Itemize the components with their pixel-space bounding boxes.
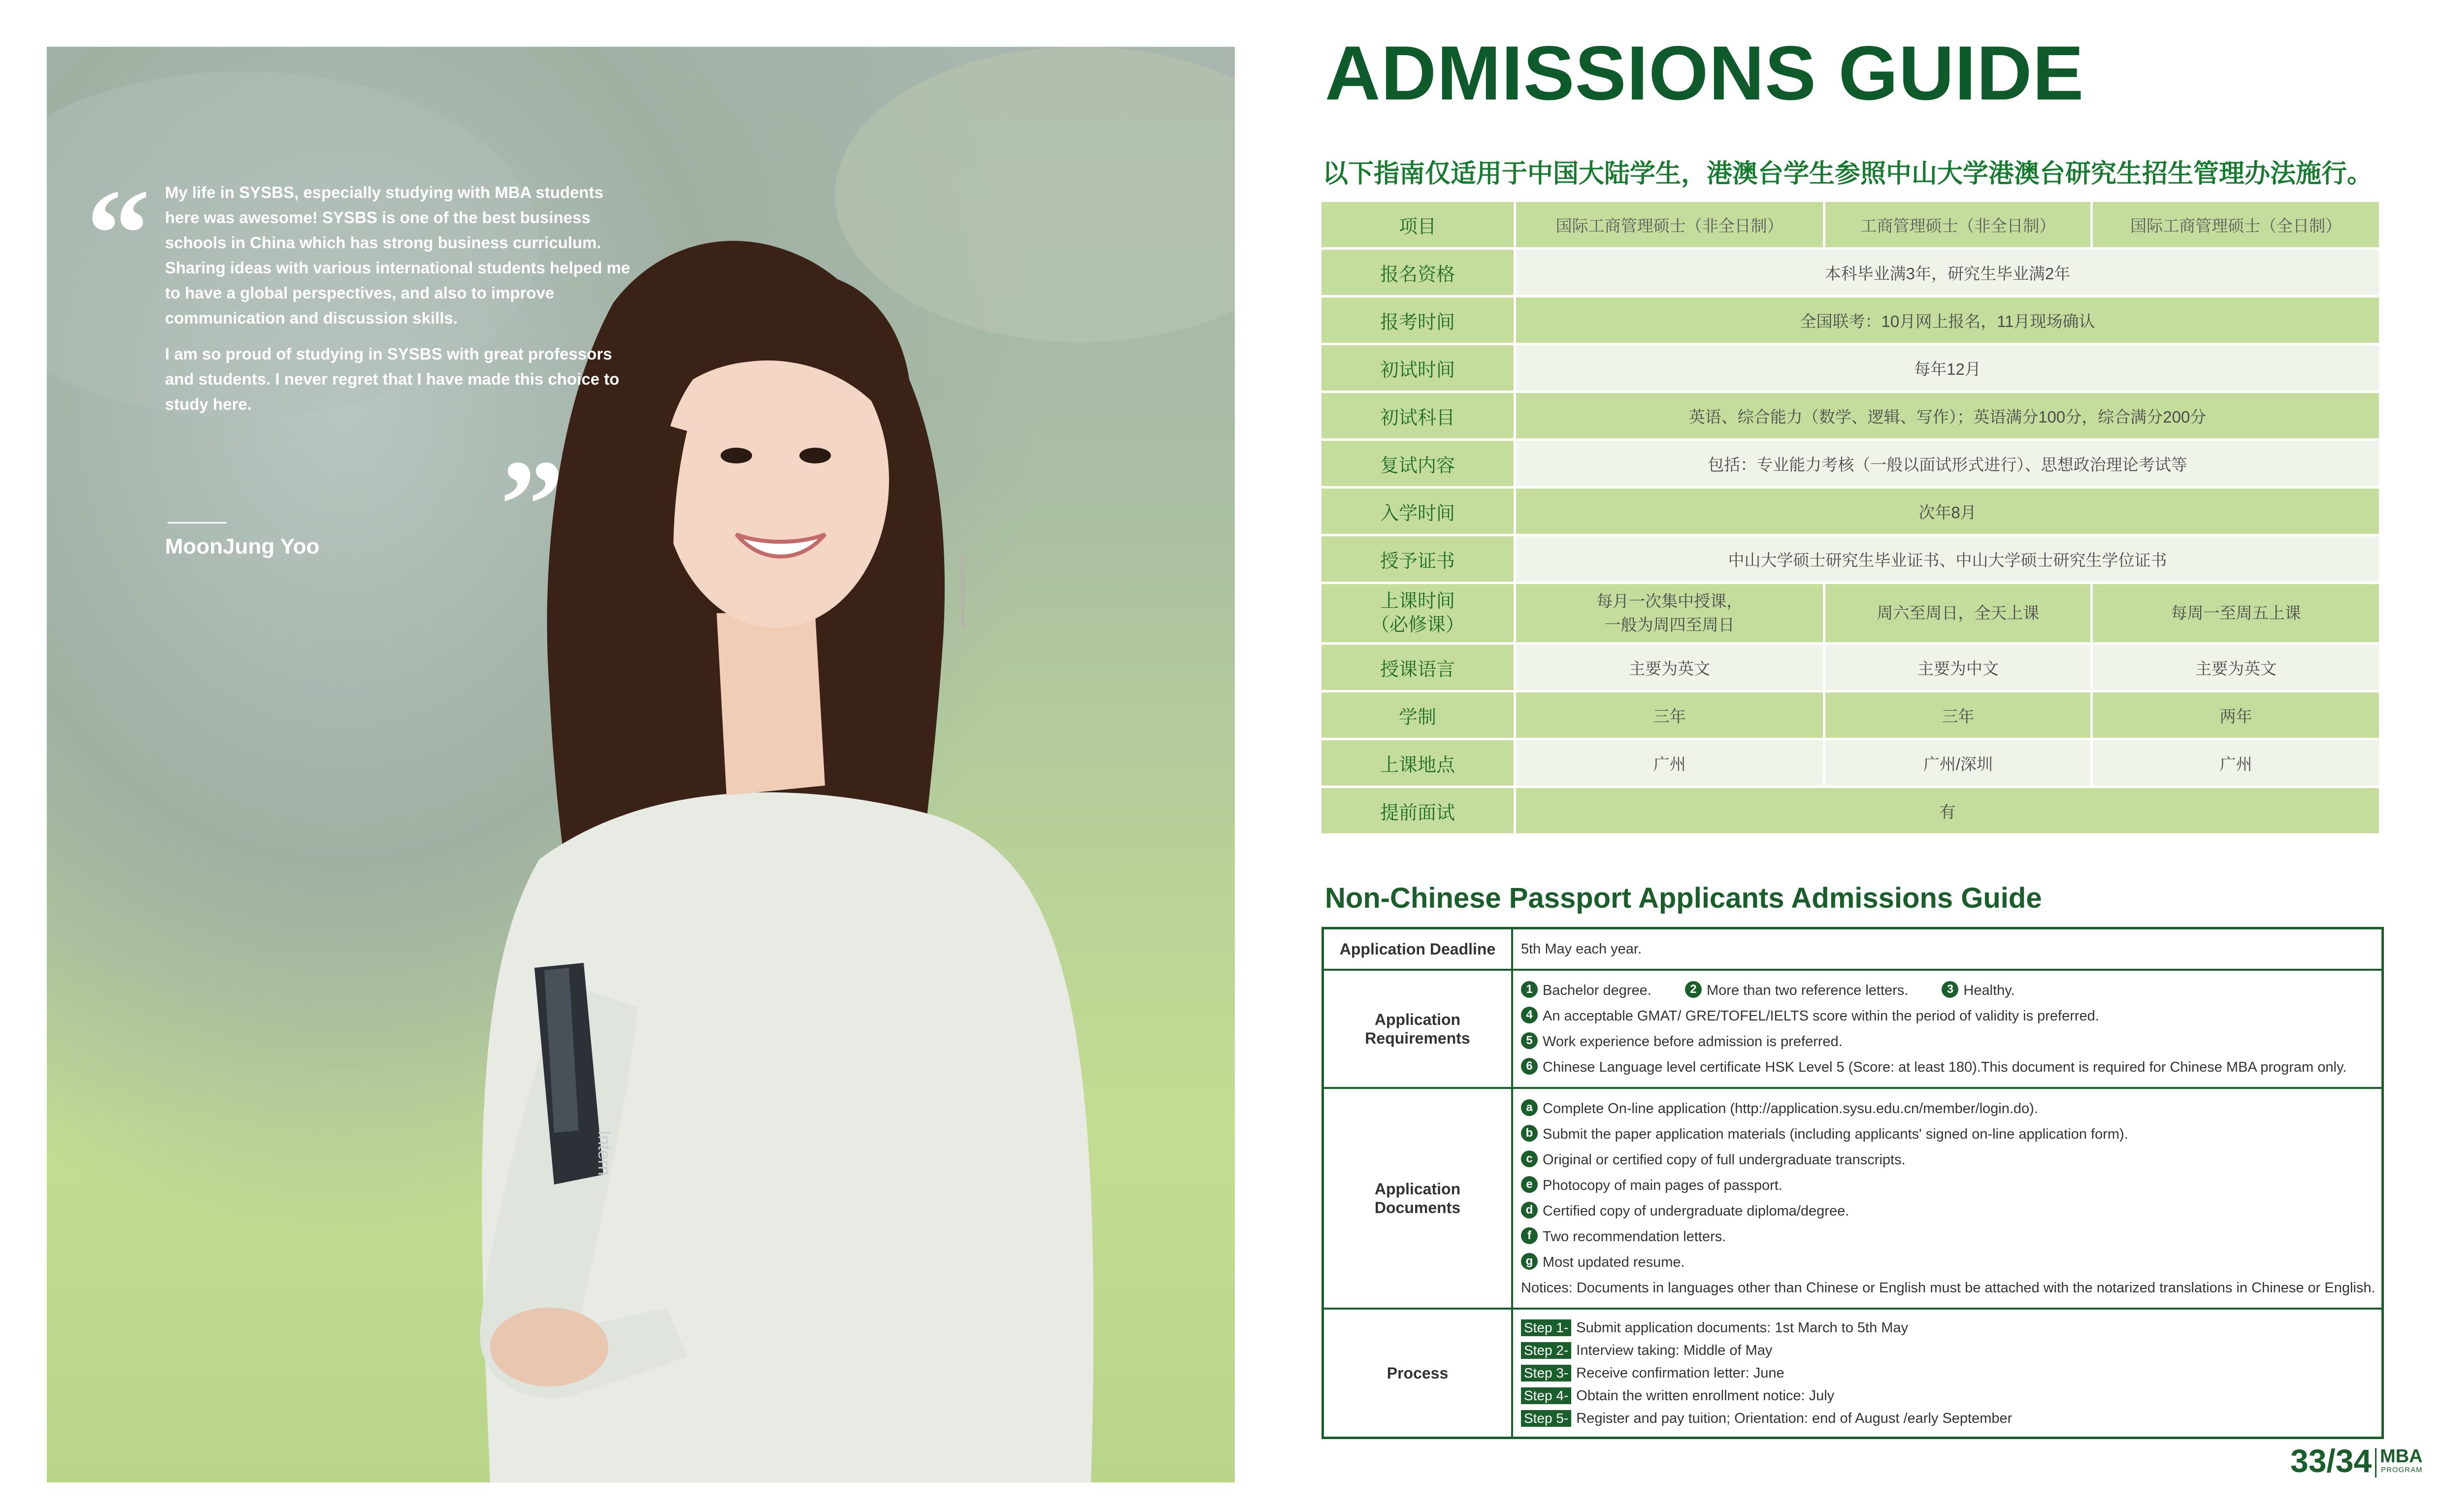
row-value: 两年 — [2093, 692, 2379, 738]
list-item-text: Original or certified copy of full undergraduate transcripts. — [1543, 1152, 1906, 1168]
list-item-text: Chinese Language level certificate HSK Level 5 (Score: at least 180).This document is required for Chinese MBA program only. — [1543, 1059, 2347, 1075]
row-value — [1513, 971, 2381, 1087]
row-label — [1324, 1089, 1513, 1308]
class-time-label-note: （必修课） — [1370, 615, 1464, 635]
table-row — [1321, 536, 2379, 582]
table-row — [1321, 645, 2379, 690]
list-item-text: Healthy. — [1963, 983, 2015, 998]
row-value: 三年 — [1516, 692, 1823, 738]
table-row — [1324, 1089, 2381, 1310]
notice-text: Notices: Documents in languages other than Chinese or English must be attached with the notarized translations in Chinese or English. — [1521, 1280, 2376, 1296]
row-value: 广州/深圳 — [1825, 740, 2090, 786]
list-item — [1521, 978, 2374, 1003]
mainland-admissions-table — [1319, 199, 2381, 836]
letter-badge: c — [1521, 1150, 1538, 1167]
class-time-label: 上课时间 — [1380, 591, 1455, 612]
step-badge: Step 5- — [1521, 1410, 1571, 1427]
process-step — [1521, 1384, 2374, 1407]
req-label-line1: Application — [1374, 1011, 1461, 1028]
table-row — [1321, 393, 2379, 438]
student-photo — [47, 47, 1235, 1482]
row-value: 每周一至周五上课 — [2093, 584, 2379, 642]
letter-badge: g — [1521, 1253, 1538, 1270]
number-badge: 5 — [1521, 1032, 1538, 1049]
doc-label-line2: Documents — [1374, 1199, 1461, 1216]
step-text: Register and pay tuition; Orientation: end of August /early September — [1576, 1411, 2013, 1426]
quote-paragraph-2: I am so proud of studying in SYSBS with great professors and students. I never regret that I have made this choice to study here. — [165, 345, 620, 413]
row-label — [1321, 584, 1514, 642]
step-badge: Step 3- — [1521, 1365, 1571, 1381]
table-row — [1321, 250, 2379, 295]
testimonial-quote — [165, 180, 633, 427]
section-title-non-chinese: Non-Chinese Passport Applicants Admissions Guide — [1325, 882, 2042, 914]
row-value: 全国联考：10月网上报名，11月现场确认 — [1516, 297, 2379, 343]
row-value: 包括：专业能力考核（一般以面试形式进行）、思想政治理论考试等 — [1516, 441, 2379, 486]
table-row — [1321, 692, 2379, 738]
row-value: 本科毕业满3年，研究生毕业满2年 — [1516, 250, 2379, 295]
page-title: ADMISSIONS GUIDE — [1325, 31, 2084, 116]
process-step — [1521, 1316, 2374, 1339]
list-item — [1521, 1224, 2376, 1249]
step-text: Interview taking: Middle of May — [1576, 1343, 1773, 1358]
letter-badge: d — [1521, 1202, 1538, 1218]
row-value: 周六至周日，全天上课 — [1825, 584, 2090, 642]
footer-divider — [2375, 1448, 2377, 1478]
close-quote-icon: ” — [500, 434, 564, 576]
row-value: 中山大学硕士研究生毕业证书、中山大学硕士研究生学位证书 — [1516, 536, 2379, 582]
row-value: 三年 — [1825, 692, 2090, 738]
quote-paragraph-1: My life in SYSBS, especially studying with MBA students here was awesome! SYSBS is one of the best business schools in China which has strong business curriculum. Sharing ideas with various international students helped me to have a global perspectives, and also to improve communication and discussion skills. — [165, 183, 630, 327]
list-item-text: Work experience before admission is preferred. — [1543, 1034, 1843, 1050]
mba-logo-text: MBA — [2380, 1446, 2423, 1467]
table-row — [1321, 345, 2379, 391]
step-badge: Step 4- — [1521, 1387, 1571, 1404]
table-row — [1321, 740, 2379, 786]
table-row — [1321, 788, 2379, 833]
row-value: 每年12月 — [1516, 345, 2379, 391]
req-label-line2: Requirements — [1365, 1029, 1470, 1047]
table-row — [1321, 441, 2379, 486]
doc-label-line1: Application — [1374, 1180, 1461, 1198]
table-row — [1324, 929, 2381, 971]
row-label: 入学时间 — [1321, 489, 1514, 534]
row-value: 英语、综合能力（数学、逻辑、写作）；英语满分100分，综合满分200分 — [1516, 393, 2379, 438]
list-item-text: Complete On-line application (http://application.sysu.edu.cn/member/login.do). — [1543, 1101, 2038, 1117]
table-header-cell: 国际工商管理硕士（全日制） — [2093, 202, 2379, 247]
number-badge: 3 — [1942, 981, 1958, 998]
list-item — [1521, 1003, 2374, 1029]
row-label: 授予证书 — [1321, 536, 1514, 582]
list-item-text: Photocopy of main pages of passport. — [1543, 1178, 1783, 1193]
row-value: 主要为中文 — [1825, 645, 2090, 690]
step-text: Submit application documents: 1st March to 5th May — [1576, 1320, 1909, 1336]
table-header-cell: 国际工商管理硕士（非全日制） — [1516, 202, 1823, 247]
table-header-cell: 项目 — [1321, 202, 1514, 247]
process-step — [1521, 1339, 2374, 1362]
row-label: 报考时间 — [1321, 297, 1514, 343]
table-row — [1321, 297, 2379, 343]
row-value — [1516, 584, 1823, 642]
table-row — [1321, 584, 2379, 642]
list-item-text: Two recommendation letters. — [1543, 1229, 1726, 1245]
number-badge: 4 — [1521, 1007, 1538, 1023]
list-item-text: Most updated resume. — [1543, 1254, 1685, 1270]
row-label: Application Deadline — [1324, 929, 1513, 969]
class-time-c1-line1: 每月一次集中授课， — [1596, 592, 1743, 610]
number-badge: 2 — [1685, 981, 1702, 998]
list-item — [1521, 1147, 2376, 1173]
book-spine-text: Intern — [594, 1130, 615, 1176]
number-badge: 1 — [1521, 981, 1538, 998]
table-header-row — [1321, 202, 2379, 247]
page-number: 33/34 — [2290, 1443, 2372, 1479]
row-value — [1513, 1089, 2383, 1308]
row-value: 主要为英文 — [2093, 645, 2379, 690]
row-label: 初试科目 — [1321, 393, 1514, 438]
letter-badge: f — [1521, 1227, 1538, 1244]
number-badge: 6 — [1521, 1058, 1538, 1075]
list-item-text: An acceptable GMAT/ GRE/TOFEL/IELTS score within the period of validity is preferred. — [1543, 1008, 2099, 1024]
list-item — [1521, 1121, 2376, 1147]
list-item-text: Bachelor degree. — [1543, 983, 1651, 998]
row-label: 授课语言 — [1321, 645, 1514, 690]
row-value: 主要为英文 — [1516, 645, 1823, 690]
step-badge: Step 2- — [1521, 1342, 1571, 1359]
list-item-text: Certified copy of undergraduate diploma/degree. — [1543, 1203, 1849, 1219]
row-label — [1324, 971, 1513, 1087]
process-step — [1521, 1362, 2374, 1384]
row-label: 初试时间 — [1321, 345, 1514, 391]
process-step — [1521, 1407, 2374, 1430]
row-label: 上课地点 — [1321, 740, 1514, 786]
table-row — [1324, 971, 2381, 1089]
row-value: 次年8月 — [1516, 489, 2379, 534]
row-value: 广州 — [2093, 740, 2379, 786]
step-text: Receive confirmation letter: June — [1576, 1365, 1784, 1381]
step-badge: Step 1- — [1521, 1319, 1571, 1336]
list-item — [1521, 1249, 2376, 1275]
testimonial-author: MoonJung Yoo — [165, 534, 320, 559]
table-row — [1324, 1310, 2381, 1437]
step-text: Obtain the written enrollment notice: July — [1576, 1388, 1835, 1404]
list-item — [1521, 1054, 2374, 1080]
list-item — [1521, 1029, 2374, 1054]
letter-badge: a — [1521, 1099, 1538, 1116]
table-header-cell: 工商管理硕士（非全日制） — [1825, 202, 2090, 247]
list-item — [1521, 1173, 2376, 1198]
letter-badge: b — [1521, 1125, 1538, 1142]
row-label: 提前面试 — [1321, 788, 1514, 833]
row-value: 5th May each year. — [1521, 941, 1642, 957]
list-item-text: Submit the paper application materials (including applicants' signed on-line application form). — [1543, 1126, 2128, 1142]
row-value: 广州 — [1516, 740, 1823, 786]
row-value: 有 — [1516, 788, 2379, 833]
list-item — [1521, 1096, 2376, 1121]
row-label: 报名资格 — [1321, 250, 1514, 295]
list-item-text: More than two reference letters. — [1706, 983, 1909, 998]
row-label: Process — [1324, 1310, 1513, 1437]
letter-badge: e — [1521, 1176, 1538, 1193]
open-quote-icon: “ — [86, 163, 150, 305]
row-label: 复试内容 — [1321, 441, 1514, 486]
row-value — [1513, 1310, 2381, 1437]
non-chinese-admissions-table — [1321, 927, 2384, 1439]
page-subtitle: 以下指南仅适用于中国大陆学生，港澳台学生参照中山大学港澳台研究生招生管理办法施行。 — [1322, 160, 2373, 188]
list-item — [1521, 1198, 2376, 1224]
class-time-c1-line2: 一般为周四至周日 — [1604, 616, 1735, 634]
table-row — [1321, 489, 2379, 534]
row-label: 学制 — [1321, 692, 1514, 738]
signature-divider — [167, 522, 227, 524]
program-logo-text: PROGRAM — [2381, 1466, 2423, 1474]
